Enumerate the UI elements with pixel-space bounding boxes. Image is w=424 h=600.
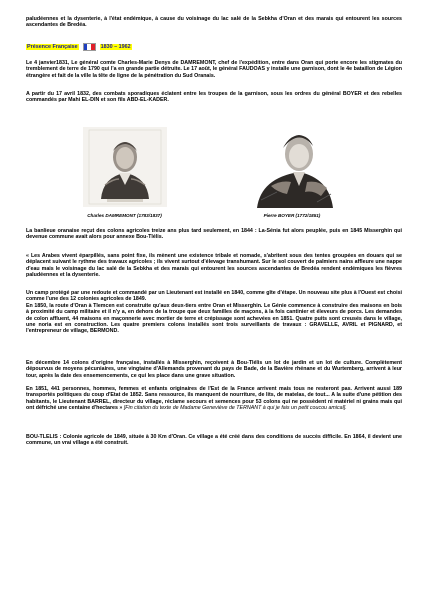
paragraph-1851-main: En 1851, 441 personnes, hommes, femmes et enfants originaires de l'Est de la France arrivent mais tous ne resteront pas. Arrivent aussi 189 transportés politiques du coup d'Etat de 1852. Sans ressource, ils manquent de nourriture, de lits, de matelas, de tout... A la suite d'une pétition des habitants, le Lieutenant BARREL, directeur du village, réclame secours et semences pour 53 colons qui ne possèdent ni matériel ni grains mais qui ont défriché une centaine d'hectares » bbox=[26, 386, 402, 411]
paragraph-1851 bbox=[26, 386, 402, 411]
paragraph-bou-tlelis: BOU-TLELIS : Colonie agricole de 1849, située à 30 Km d'Oran. Ce village a été créé dans des conditions de succès difficile. En 1864, il devient une commune, un vrai village a été construit. bbox=[26, 434, 402, 447]
paragraph-damremont: Le 4 janvier1831, Le général comte Charles-Marie Denys de DAMREMONT, chef de l'expédition, entre dans Oran qui porte encore les stigmates du tremblement de terre de 1790 qui l'a en grande partie détruite. Le 17 août, le général FAUDOAS y installe une garnison, dont le 4e bataillon de Légion étrangère et fait de la ville la tête de ligne de la pénétration du Sud Oranais. bbox=[26, 60, 402, 79]
french-flag-icon bbox=[83, 43, 96, 51]
paragraph-arabes: « Les Arabes vivent éparpillés, sans point fixe, ils mènent une existence tribale et nomade, s'abritent sous des tentes groupées en douars qui se déplacent suivant le rythme des travaux agricoles ; ils vivent surtout d'élevage transhumant. Sur le sol couvert de palmiers nains affleure une nappe d'eau mais le voisinage du lac salé de la Sebkha et des marais qui entourent les sources ascendantes de Bredéa rendent endémiques les fièvres paludéennes et la dysenterie. bbox=[26, 253, 402, 278]
section-title: Présence Française bbox=[27, 43, 78, 50]
paragraph-banlieue: La banlieue oranaise reçut des colons agricoles treize ans plus tard seulement, en 1844 : La-Sénia fut alors peuplée, puis en 1845 Misserghin qui devenue commune avait alors pour annexe Bou-Tlélis. bbox=[26, 228, 402, 241]
boyer-portrait-image bbox=[247, 122, 337, 210]
section-heading bbox=[26, 43, 132, 50]
paragraph-route: En 1850, la route d'Oran à Tlemcen est construite qu'aux deux-tiers entre Oran et Misserghin. Le Génie commence à construire des maisons en bois à proximité du camp militaire et il n'y a, en dehors de la troupe que deux familles de maçons, à la fois cantinier et éleveurs de porcs. Les demandes de colon affluent, 44 maisons en maçonnerie avec mortier de terre et crépissage sont achevées en 1851. Quatre puits sont creusés dans le village, une noria est en construction. Les quatre premiers colons installés sont trois surveillants de travaux : GRAVELLE, AVRIL et PIGNARD, et l'entrepreneur de village, BERMOND. bbox=[26, 303, 402, 334]
caption-damremont: Charles DAMREMONT (1783/1837) bbox=[87, 213, 162, 218]
citation-ternant: [Fin citation du texte de Madame Geneviève de TERNANT à qui je fais un petit coucou amical]. bbox=[123, 404, 347, 411]
intro-paragraph: paludéennes et la dysenterie, à l'état endémique, à cause du voisinage du lac salé de la Sebkha d'Oran et des marais qui entourent les sources ascendantes de Bredéa. bbox=[26, 16, 402, 29]
section-years: 1830 – 1962 bbox=[100, 43, 131, 50]
caption-boyer: Pierre BOYER (1772/1851) bbox=[263, 213, 321, 218]
flag-stripe-red bbox=[91, 44, 95, 50]
paragraph-decembre: En décembre 14 colons d'origine française, installés à Misserghin, reçoivent à Bou-Tlélis un lot de jardin et un lot de culture. Complètement dépourvus de moyens pécuniaires, une vingtaine d'Allemands provenant du pays de Bade, de la Bavière rhénane et du Wurtemberg, arrivent à leur tour, après la date des ensemencements, ce qui les place dans une grave situation. bbox=[26, 360, 402, 379]
paragraph-boyer: A partir du 17 avril 1832, des combats sporadiques éclatent entre les troupes de la garnison, sous les ordres du général BOYER et des rebelles commandés par Mahi EL-DIN et son fils ABD-EL-KADER. bbox=[26, 91, 402, 104]
damremont-portrait-image bbox=[83, 127, 167, 207]
paragraph-camp: Un camp protégé par une redoute et commandé par un Lieutenant est installé en 1840, comme gîte d'étape. Un nouveau site plus à l'Ouest est choisi comme l'une des 12 colonies agricoles de 1849. bbox=[26, 290, 402, 303]
